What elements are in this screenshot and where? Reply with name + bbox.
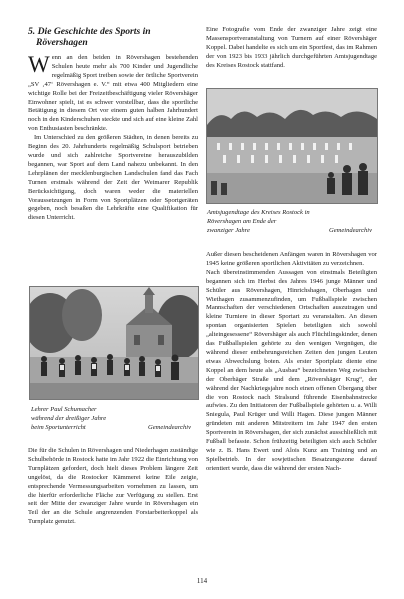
left-column-bottom bbox=[28, 447, 198, 527]
right-paragraph-2: Außer diesen bescheidenen Anfängen waren in Rövershagen vor 1945 keine größeren sportlichen Aktivitäten zu verzeichnen. bbox=[206, 251, 377, 267]
left-caption-line-3: beim Sportunterricht bbox=[31, 423, 86, 431]
left-caption-line-1: Lehrer Paul Schumacher bbox=[31, 406, 97, 413]
photo-amtsjugendtage bbox=[206, 88, 378, 204]
heading-line-2: Rövershagen bbox=[36, 37, 88, 48]
left-caption-line-2: während der dreißiger Jahre bbox=[31, 414, 107, 422]
left-paragraph-3: Die für die Schulen in Rövershagen und Niederhagen zuständige Schulbehörde in Rostock hatte im Jahr 1922 die Einrichtung von Turnplätzen gefordert, doch hielt dieses Problem längere Zeit ungelöst, da die Rostocker Kämmerei keine Eile zeigte, entsprechende Vermessungsarbeiten vornehmen zu lassen, um die hierfür erforderliche Fläche zur Verfügung zu stellen. Erst seit der Mitte der zwanziger Jahre wurde in Rövershagen ein Teil der an die Schule angrenzenden Forstarbeiterkoppel als Turnplatz genutzt. bbox=[28, 447, 198, 526]
right-column bbox=[206, 26, 377, 71]
left-column bbox=[28, 26, 198, 223]
photo-amtsjugendtage-image bbox=[207, 89, 377, 203]
right-photo-credit: Gemeindearchiv bbox=[329, 227, 373, 234]
page-number: 114 bbox=[196, 577, 208, 585]
photo-schoolsport-image bbox=[30, 287, 198, 399]
right-column-bottom bbox=[206, 251, 377, 474]
section-heading bbox=[28, 26, 198, 48]
drop-cap: W bbox=[28, 52, 50, 77]
left-photo-credit: Gemeindearchiv bbox=[148, 424, 192, 431]
intro-paragraph bbox=[28, 54, 198, 134]
intro-text: enn an den beiden in Rövershagen bestehenden Schulen heute mehr als 700 Kinder und Jugendliche regelmäßig Sport treiben sowie der örtliche Sportverein „SV ‚47‘ Rövershagen e. V.“ mit etwa 400 Mitgliedern eine wichtige Rolle bei der Freizeitbeschäftigung vieler Rövershäger Einwohner spielt, ist es schwer vorstellbar, dass die sportliche Betätigung in diesem Ort vor einem guten halben Jahrhundert noch in den Kinderschuhen steckte und sich auf eine kleine Zahl von Enthusiasten beschränkte. bbox=[28, 54, 198, 133]
right-caption-line-3: zwanziger Jahre bbox=[207, 226, 250, 234]
right-paragraph-1: Eine Fotografie vom Ende der zwanziger Jahre zeigt eine Massensportveranstaltung von Turnern auf einer Rövershäger Koppel. Dabei handelte es sich um ein Sportfest, das im Rahmen der von 1923 bis 1933 jährlich durchgeführten Amtsjugendtage des Kreises Rostock stattfand. bbox=[206, 26, 377, 69]
photo-schoolsport bbox=[29, 286, 199, 400]
heading-line-1: 5. Die Geschichte des Sports in bbox=[28, 26, 151, 37]
left-paragraph-2: Im Unterschied zu den größeren Städten, in denen bereits zu Beginn des 20. Jahrhunderts regelmäßig Schulsport betrieben wurde und sich zahlreiche Sportvereine herauszubilden begannen, war Sport auf dem Land nahezu unbekannt. In den Lehrplänen der mecklenburgischen Landschulen fand das Fach Turnen erstmals während der Zeit der Weimarer Republik Berücksichtigung, doch waren weder die materiellen Voraussetzungen in Form von Sportplätzen oder Sportgeräten gegeben, noch besaßen die Lehrkräfte eine Qualifikation für diesen Unterricht. bbox=[28, 134, 198, 222]
right-paragraph-3: Nach übereinstimmenden Aussagen von einstmals Beteiligten begannen sich im Herbst des Jahres 1946 junge Männer und Schüler aus Rövershagen, Hinrichshagen, Oberhagen und Wiethagen zusammenzufinden, um Fußballspiele zwischen Mannschaften der verschiedenen Ortschaften auszutragen und kleine Turniere in dieser Sportart zu veranstalten. An diesen spontan organisierten Spielen beteiligten sich sowohl „alteingesessene“ Rövershäger als auch Flüchtlingskinder, denen das Fußballspielen gehörte zu den wenigen Vergnügen, die während dieser entbehrungsreichen Zeiten den jungen Leuten etwas Abwechslung boten. Als erster Sportplatz diente eine Koppel an dem heute als „Ausbau“ bezeichneten Weg zwischen der Oberhäger Straße und dem „Rövershäger Krug“, der während der Nachkriegsjahre noch einen offenen Übergang über die von Rostock nach Stralsund führende Eisenbahnstrecke aufwies. Zu den Initiatoren der Fußballspiele gehörten u. a. Willi Sniegula, Paul Krüger und Willi Hagen. Diese jungen Männer gründeten mit anderen Mitstreitern im Jahr 1947 den ersten Sportverein in Rövershagen, der sich zunächst ausschließlich mit Fußball befasste. Schon frühzeitig beteiligten sich auch Schüler wie z. B. Hans Ewert und Alois Kunz am Training und an Spielbetrieb. In der sowjetischen Besatzungszone darauf orientiert wurde, dass die während der ersten Nach- bbox=[206, 268, 377, 472]
right-caption-line-2: Rövershagen am Ende der bbox=[207, 217, 277, 225]
right-caption-line-1: Amtsjugendtage des Kreises Rostock in bbox=[207, 209, 310, 216]
